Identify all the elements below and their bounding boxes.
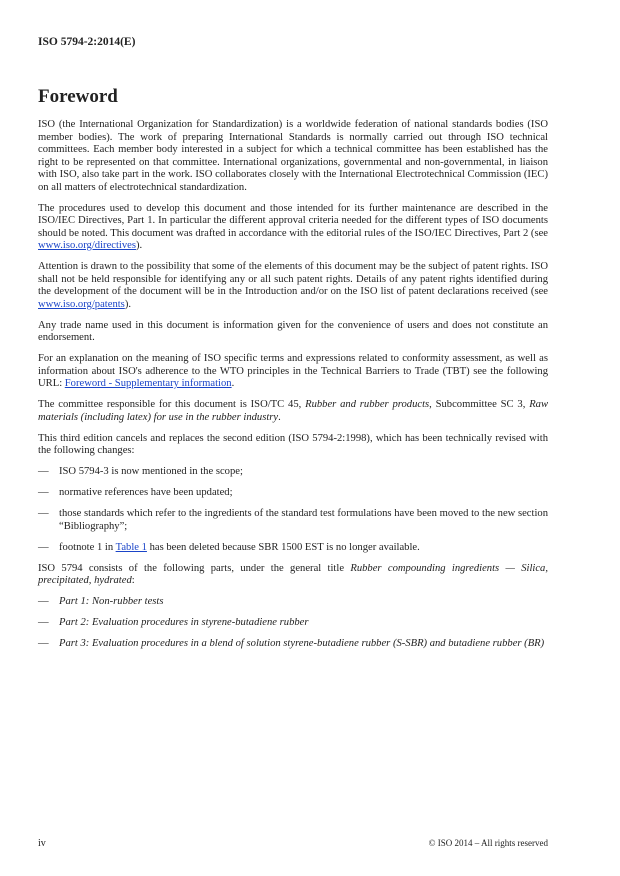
text: : xyxy=(131,575,135,586)
dash: — xyxy=(38,638,49,649)
text: . xyxy=(278,411,281,423)
text: The committee responsible for this document is ISO/TC 45, xyxy=(38,399,306,410)
foreword-body xyxy=(38,119,548,659)
list-item xyxy=(38,617,548,630)
list-item xyxy=(38,542,548,555)
link-patents[interactable]: www.iso.org/patents xyxy=(38,298,125,310)
paragraph-edition: This third edition cancels and replaces the second edition (ISO 5794-2:1998), which has been technically revised with the following changes: xyxy=(38,432,548,456)
part-title: Part 3: Evaluation procedures in a blend of solution styrene-butadiene rubber (S-SBR) and butadiene rubber (BR) xyxy=(59,638,545,649)
part-title: Part 1: Non-rubber tests xyxy=(59,596,164,607)
page-title: Foreword xyxy=(38,86,118,107)
text: footnote 1 in xyxy=(59,541,116,553)
paragraph-conformity xyxy=(38,353,548,391)
text: ). xyxy=(124,298,131,310)
general-title: Rubber compounding ingredients — Silica, precipitated, hydrated xyxy=(38,562,549,586)
dash: — xyxy=(38,617,49,628)
link-table-1[interactable]: Table 1 xyxy=(115,541,147,553)
page-number: iv xyxy=(38,838,46,849)
list-item xyxy=(38,466,548,479)
change-text xyxy=(59,542,548,555)
paragraph-trade-name: Any trade name used in this document is information given for the convenience of users and does not constitute an endorsement. xyxy=(38,319,548,343)
paragraph-parts xyxy=(38,563,548,588)
paragraph-committee xyxy=(38,399,548,424)
dash: — xyxy=(38,541,49,553)
text: Attention is drawn to the possibility that some of the elements of this document may be the subject of patent rights. ISO shall not be held responsible for identifying any or all such patent rights. Details of any patent rights identified during the development of the document will be in the Introduction and/or on the ISO list of patent declarations received (see xyxy=(38,261,548,297)
dash: — xyxy=(38,466,49,477)
text: ). xyxy=(135,240,143,251)
text: has been deleted because SBR 1500 EST is no longer available. xyxy=(146,541,420,553)
list-item xyxy=(38,508,548,533)
part-title: Part 2: Evaluation procedures in styrene-butadiene rubber xyxy=(59,617,309,628)
subcommittee-title: Raw materials (including latex) for use in the rubber industry xyxy=(38,399,549,423)
list-item xyxy=(38,638,548,651)
document-id-header: ISO 5794-2:2014(E) xyxy=(38,36,136,48)
copyright: © ISO 2014 – All rights reserved xyxy=(428,838,548,848)
link-supplementary-info[interactable]: Foreword - Supplementary information xyxy=(64,378,232,389)
list-item xyxy=(38,596,548,609)
text: For an explanation on the meaning of ISO specific terms and expressions related to conformity assessment, as well as information about ISO's adherence to the WTO principles in the Technical Barriers to Trade (TBT) see the following URL: xyxy=(38,353,548,389)
text: ISO 5794 consists of the following parts, under the general title xyxy=(38,562,351,574)
committee-title: Rubber and rubber products xyxy=(305,399,430,410)
text: , Subcommittee SC 3, xyxy=(429,399,530,410)
paragraph-iso-intro: ISO (the International Organization for Standardization) is a worldwide federation of national standards bodies (ISO member bodies). The work of preparing International Standards is normally carried out through ISO technical committees. Each member body interested in a subject for which a technical committee has been established has the right to be represented on that committee. International organizations, governmental and non-governmental, in liaison with ISO, also take part in the work. ISO collaborates closely with the International Electrotechnical Commission (IEC) on all matters of electrotechnical standardization. xyxy=(38,119,548,193)
change-text: normative references have been updated; xyxy=(59,487,233,498)
dash: — xyxy=(38,596,49,607)
dash: — xyxy=(38,508,49,519)
dash: — xyxy=(38,487,49,498)
paragraph-procedures xyxy=(38,203,548,253)
list-item xyxy=(38,487,548,500)
paragraph-patents xyxy=(38,261,548,311)
change-text: those standards which refer to the ingredients of the standard test formulations have been moved to the new section “Bibliography”; xyxy=(59,508,548,532)
change-text: ISO 5794-3 is now mentioned in the scope; xyxy=(59,466,243,477)
link-directives[interactable]: www.iso.org/directives xyxy=(38,240,136,251)
text: The procedures used to develop this document and those intended for its further maintenance are described in the ISO/IEC Directives, Part 1. In particular the different approval criteria needed for the different types of ISO documents should be noted. This document was drafted in accordance with the editorial rules of the ISO/IEC Directives, Part 2 (see xyxy=(38,202,548,239)
text: . xyxy=(231,378,235,389)
